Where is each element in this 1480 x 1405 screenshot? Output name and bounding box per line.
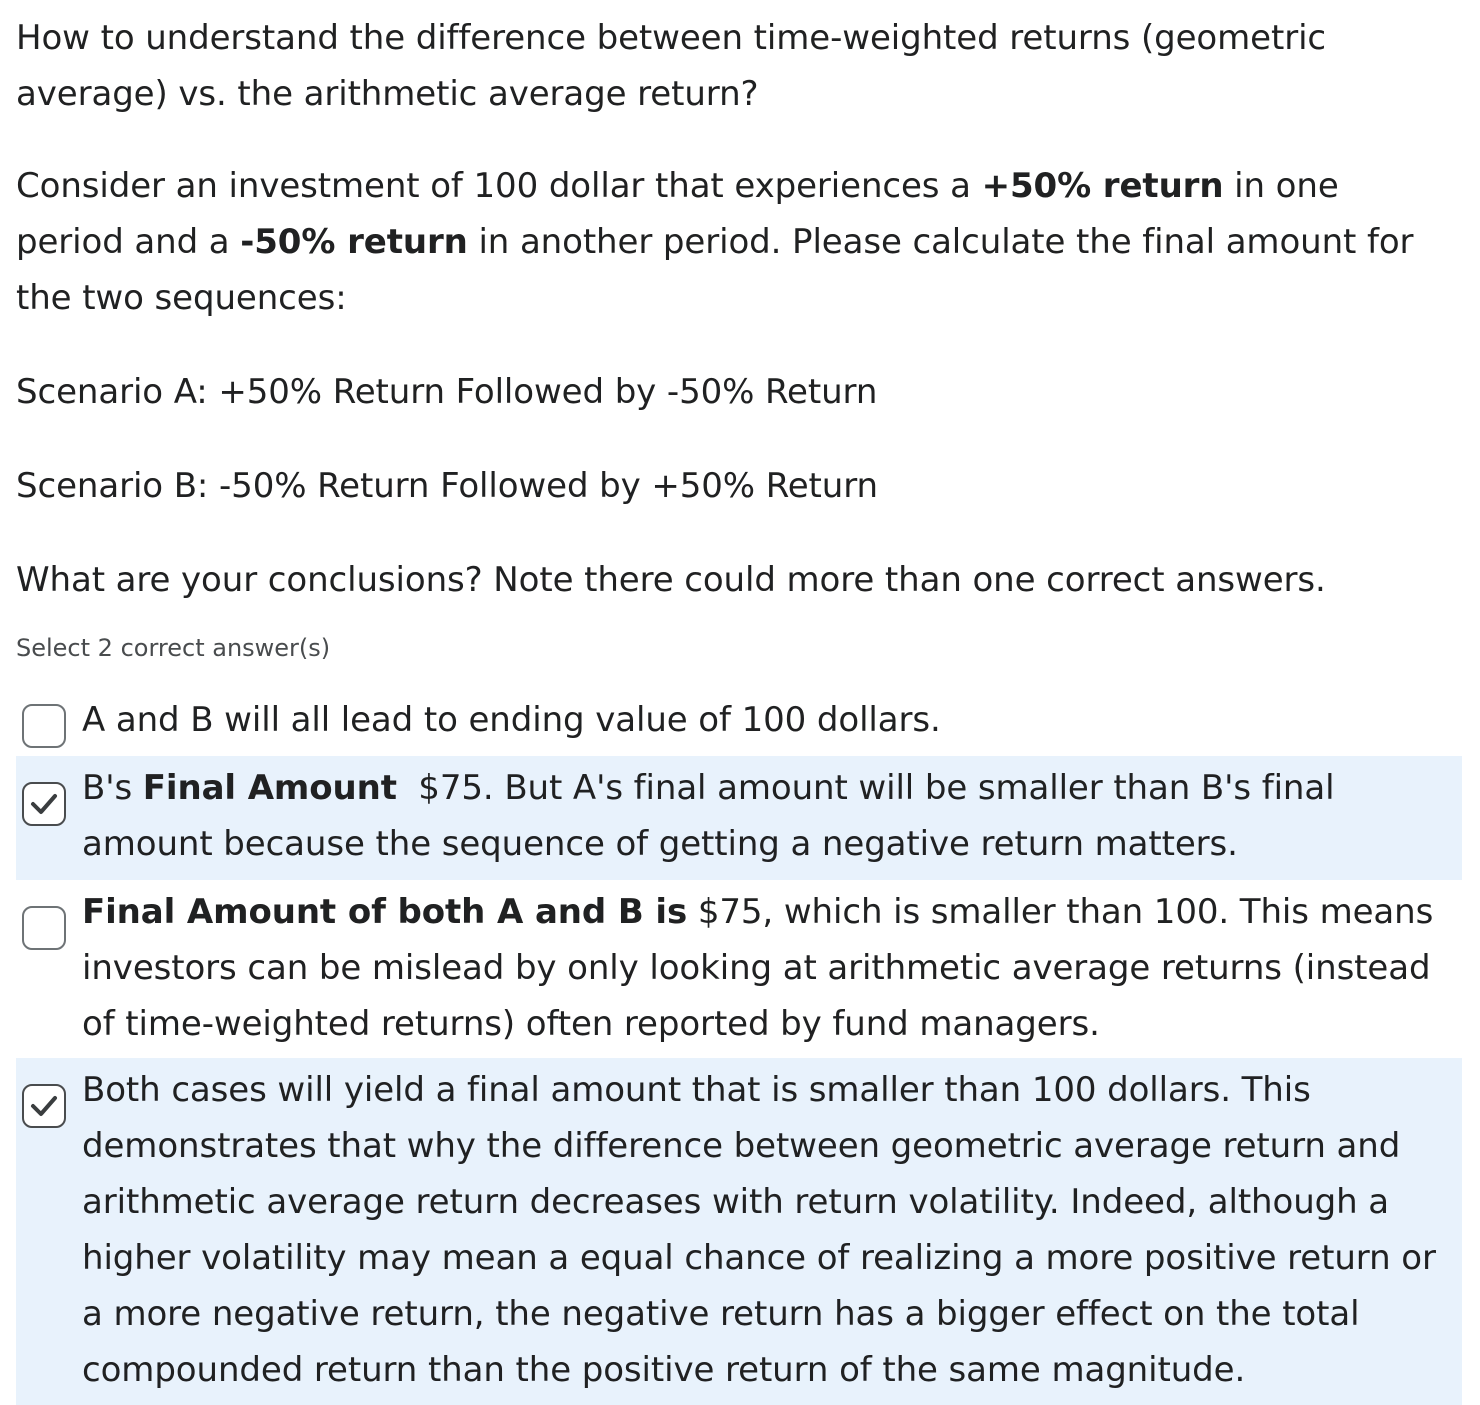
- intro-text-3: in another period. Please calculate the final amount for the two sequences:: [16, 222, 1414, 318]
- intro-text-2: in one period and a: [16, 166, 1339, 262]
- option-2-text: [82, 760, 1460, 872]
- checkbox-option-1[interactable]: [22, 704, 66, 748]
- intro-text-1: Consider an investment of 100 dollar that experiences a: [16, 166, 982, 206]
- intro-bold-1: +50% return: [981, 166, 1224, 206]
- question-title: How to understand the difference between time-weighted returns (geometric average) vs. the arithmetic average return?: [16, 18, 1327, 114]
- option-3-text: [82, 884, 1460, 1052]
- option-4-text: Both cases will yield a final amount that is smaller than 100 dollars. This demonstrates that why the difference between geometric average return and arithmetic average return decreases with return volatility. Indeed, although a higher volatility may mean a equal chance of realizing a more positive return or a more negative return, the negative return has a bigger effect on the total compounded return than the positive return of the same magnitude.: [82, 1070, 1436, 1390]
- checkbox-option-4[interactable]: [22, 1084, 66, 1128]
- option-1-text: A and B will all lead to ending value of 100 dollars.: [82, 700, 941, 740]
- checkmark-icon: [30, 791, 58, 817]
- answer-option-1[interactable]: [16, 692, 1462, 750]
- answer-option-2[interactable]: [16, 756, 1462, 880]
- option-2-pre: B's: [82, 768, 143, 808]
- checkmark-icon: [30, 1093, 58, 1119]
- option-3-rest: $75, which is smaller than 100. This means investors can be mislead by only looking at arithmetic average returns (instead of time-weighted returns) often reported by fund managers.: [82, 892, 1434, 1044]
- option-2-bold: Final Amount: [142, 768, 397, 808]
- question-intro: [16, 158, 1456, 326]
- option-2-rest: $75. But A's final amount will be smaller than B's final amount because the sequence of getting a negative return matters.: [82, 768, 1346, 864]
- scenario-a: Scenario A: +50% Return Followed by -50% Return: [16, 372, 878, 412]
- option-3-bold: Final Amount of both A and B is: [82, 892, 688, 932]
- scenario-b: Scenario B: -50% Return Followed by +50% Return: [16, 466, 878, 506]
- answer-option-3[interactable]: [16, 884, 1462, 1054]
- answer-instruction: Select 2 correct answer(s): [16, 634, 331, 662]
- checkbox-option-2[interactable]: [22, 782, 66, 826]
- conclusion-prompt: What are your conclusions? Note there could more than one correct answers.: [16, 560, 1326, 600]
- answer-option-4[interactable]: [16, 1058, 1462, 1405]
- intro-bold-2: -50% return: [240, 222, 468, 262]
- checkbox-option-3[interactable]: [22, 906, 66, 950]
